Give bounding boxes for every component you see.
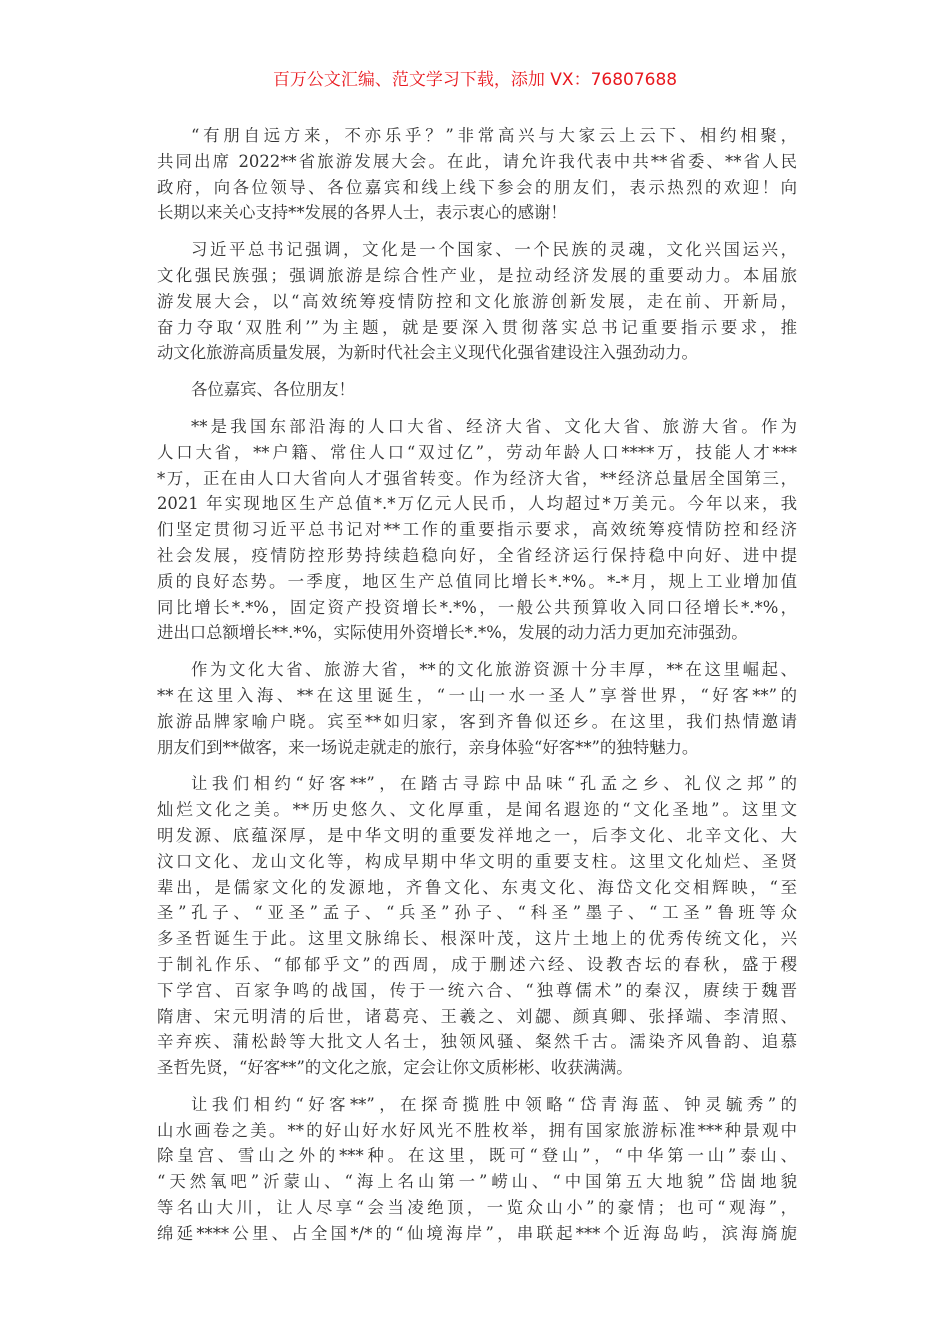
text-line: 动文化旅游高质量发展，为新时代社会主义现代化强省建设注入强劲动力。 — [157, 343, 698, 363]
paragraph-greeting — [157, 123, 797, 226]
text-line: 汶口文化、龙山文化等，构成早期中华文明的重要支柱。这里文化灿烂、圣贤 — [157, 851, 797, 871]
text-line: 作为文化大省、旅游大省，**的文化旅游资源十分丰厚，**在这里崛起、 — [191, 660, 797, 680]
document-body — [157, 123, 797, 1258]
text-line: 绵延****公里、占全国*/*的“仙境海岸”，串联起***个近海岛屿，滨海旖旎 — [157, 1223, 797, 1243]
text-line: 下学宫、百家争鸣的战国，传于一统六合、“独尊儒术”的秦汉，赓续于魏晋 — [157, 980, 797, 1000]
text-line: 旅游品牌家喻户晓。宾至**如归家，客到齐鲁似还乡。在这里，我们热情邀请 — [157, 711, 797, 731]
text-line: 进出口总额增长**.*%，实际使用外资增长*.*%，发展的动力活力更加充沛强劲。 — [157, 623, 748, 643]
text-line: 让我们相约“好客**”，在踏古寻踪中品味“孔孟之乡、礼仪之邦”的 — [191, 774, 797, 794]
text-line: 共同出席 2022**省旅游发展大会。在此，请允许我代表中共**省委、**省人民 — [157, 151, 797, 171]
text-line: **是我国东部沿海的人口大省、经济大省、文化大省、旅游大省。作为 — [191, 416, 797, 436]
paragraph-economy — [157, 414, 797, 646]
paragraph-culture — [157, 771, 797, 1081]
text-line: 人口大省，**户籍、常住人口“双过亿”，劳动年龄人口****万，技能人才*** — [157, 442, 797, 462]
text-line: 灿烂文化之美。**历史悠久、文化厚重，是闻名遐迩的“文化圣地”。这里文 — [157, 800, 797, 820]
text-line: 游发展大会，以“高效统筹疫情防控和文化旅游创新发展，走在前、开新局， — [157, 291, 797, 311]
text-line: 2021 年实现地区生产总值*.*万亿元人民币，人均超过*万美元。今年以来，我 — [157, 494, 797, 514]
watermark-header: 百万公文汇编、范文学习下载，添加 VX：76807688 — [272, 70, 678, 90]
text-line: 圣”孔子、“亚圣”孟子、“兵圣”孙子、“科圣”墨子、“工圣”鲁班等众 — [157, 903, 797, 923]
text-line: 社会发展，疫情防控形势持续趋稳向好，全省经济运行保持稳中向好、进中提 — [157, 545, 797, 565]
text-line: 等名山大川，让人尽享“会当凌绝顶，一览众山小”的豪情；也可“观海”， — [157, 1198, 797, 1218]
text-line: 长期以来关心支持**发展的各界人士，表示衷心的感谢！ — [157, 203, 567, 223]
paragraph-salutation — [157, 377, 797, 403]
text-line: *万，正在由人口大省向人才强省转变。作为经济大省，**经济总量居全国第三， — [157, 468, 797, 488]
text-line: 各位嘉宾、各位朋友！ — [191, 380, 355, 400]
text-line: 文化强民族强；强调旅游是综合性产业，是拉动经济发展的重要动力。本届旅 — [157, 265, 797, 285]
text-line: 们坚定贯彻习近平总书记对**工作的重要指示要求，高效统筹疫情防控和经济 — [157, 520, 797, 540]
text-line: 朋友们到**做客，来一场说走就走的旅行，亲身体验“好客**”的独特魅力。 — [157, 737, 699, 757]
paragraph-tourism-resources — [157, 657, 797, 760]
paragraph-landscape — [157, 1092, 797, 1247]
text-line: 奋力夺取‘双胜利’”为主题，就是要深入贯彻落实总书记重要指示要求，推 — [157, 317, 797, 337]
text-line: 多圣哲诞生于此。这里文脉绵长、根深叶茂，这片土地上的优秀传统文化，兴 — [157, 929, 797, 949]
text-line: 明发源、底蕴深厚，是中华文明的重要发祥地之一，后李文化、北辛文化、大 — [157, 825, 797, 845]
text-line: 质的良好态势。一季度，地区生产总值同比增长*.*%。*-*月，规上工业增加值 — [157, 571, 797, 591]
text-line: “天然氧吧”沂蒙山、“海上名山第一”崂山、“中国第五大地貌”岱崮地貌 — [157, 1172, 797, 1192]
text-line: 习近平总书记强调，文化是一个国家、一个民族的灵魂，文化兴国运兴， — [191, 240, 797, 260]
text-line: 隋唐、宋元明清的后世，诸葛亮、王羲之、刘勰、颜真卿、张择端、李清照、 — [157, 1006, 797, 1026]
text-line: **在这里入海、**在这里诞生，“一山一水一圣人”享誉世界，“好客**”的 — [157, 685, 797, 705]
text-line: 同比增长*.*%，固定资产投资增长*.*%，一般公共预算收入同口径增长*.*%， — [157, 597, 797, 617]
text-line: “有朋自远方来，不亦乐乎？”非常高兴与大家云上云下、相约相聚， — [191, 126, 797, 145]
text-line: 于制礼作乐、“郁郁乎文”的西周，成于删述六经、设教杏坛的春秋，盛于稷 — [157, 954, 797, 974]
text-line: 让我们相约“好客**”，在探奇揽胜中领略“岱青海蓝、钟灵毓秀”的 — [191, 1094, 797, 1114]
text-line: 辛弃疾、蒲松龄等大批文人名士，独领风骚、粲然千古。濡染齐风鲁韵、追慕 — [157, 1032, 797, 1052]
text-line: 政府，向各位领导、各位嘉宾和线上线下参会的朋友们，表示热烈的欢迎！向 — [157, 177, 797, 197]
text-line: 除皇宫、雪山之外的***种。在这里，既可“登山”，“中华第一山”泰山、 — [157, 1146, 797, 1166]
text-line: 辈出，是儒家文化的发源地，齐鲁文化、东夷文化、海岱文化交相辉映，“至 — [157, 877, 797, 897]
text-line: 圣哲先贤，“好客**”的文化之旅，定会让你文质彬彬、收获满满。 — [157, 1058, 633, 1078]
paragraph-theme — [157, 237, 797, 366]
text-line: 山水画卷之美。**的好山好水好风光不胜枚举，拥有国家旅游标准***种景观中 — [157, 1120, 797, 1140]
